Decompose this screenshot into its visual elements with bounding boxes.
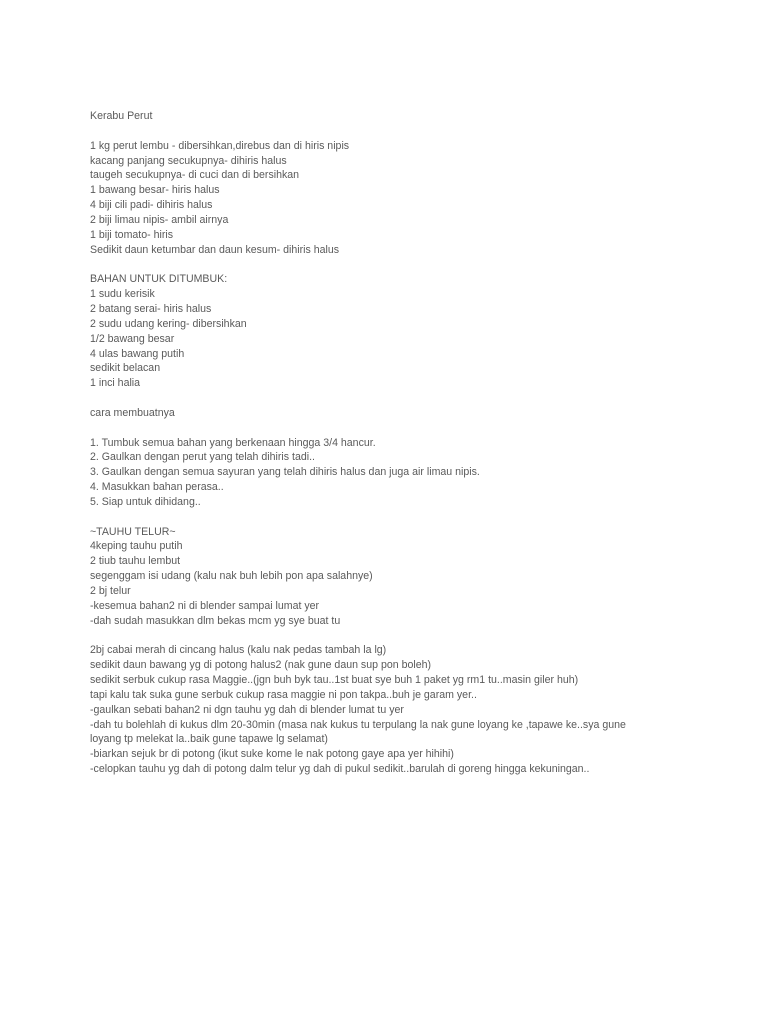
tauhu-line: -biarkan sejuk br di potong (ikut suke kome le nak potong gaye apa yer hihihi) xyxy=(90,748,454,761)
ingredient-line: 1 kg perut lembu - dibersihkan,direbus dan di hiris nipis xyxy=(90,139,350,152)
method-heading: cara membuatnya xyxy=(90,406,175,419)
ingredient-line: Sedikit daun ketumbar dan daun kesum- dihiris halus xyxy=(90,243,340,256)
tauhu-lines xyxy=(90,539,740,628)
ingredient-line: 2 biji limau nipis- ambil airnya xyxy=(90,213,229,226)
ingredient-line: 1 bawang besar- hiris halus xyxy=(90,184,220,197)
pound-heading: BAHAN UNTUK DITUMBUK: xyxy=(90,273,228,286)
ingredient-line: kacang panjang secukupnya- dihiris halus xyxy=(90,154,287,167)
method-step: 1. Tumbuk semua bahan yang berkenaan hingga 3/4 hancur. xyxy=(90,436,376,449)
method-step: 4. Masukkan bahan perasa.. xyxy=(90,481,224,494)
blank-line xyxy=(90,510,740,525)
tauhu-line: -dah tu bolehlah di kukus dlm 20-30min (masa nak kukus tu terpulang la nak gune loyang ke ,tapawe ke..sya gune xyxy=(90,718,626,731)
tauhu-line: -gaulkan sebati bahan2 ni dgn tauhu yg dah di blender lumat tu yer xyxy=(90,703,404,716)
ingredient-line: 1 biji tomato- hiris xyxy=(90,228,174,241)
method-steps xyxy=(90,436,740,510)
pound-item: 1 inci halia xyxy=(90,377,141,390)
tauhu-line: 2 tiub tauhu lembut xyxy=(90,555,181,568)
pound-item: 4 ulas bawang putih xyxy=(90,347,185,360)
tauhu-line: 2 bj telur xyxy=(90,585,131,597)
tauhu-line: -celopkan tauhu yg dah di potong dalm telur yg dah di pukul sedikit..barulah di goreng hingga kekuningan.. xyxy=(90,763,590,776)
pound-item: 2 batang serai- hiris halus xyxy=(90,302,212,315)
blank-line xyxy=(90,629,740,644)
tauhu-line: 4keping tauhu putih xyxy=(90,540,183,553)
pound-item: 2 sudu udang kering- dibersihkan xyxy=(90,317,247,330)
tauhu-line: sedikit serbuk cukup rasa Maggie..(jgn buh byk tau..1st buat sye buh 1 paket yg rm1 tu..masin giler huh) xyxy=(90,674,579,687)
ingredient-line: 4 biji cili padi- dihiris halus xyxy=(90,199,213,212)
recipe-title: Kerabu Perut xyxy=(90,110,153,122)
method-step: 5. Siap untuk dihidang.. xyxy=(90,495,201,508)
recipe-text xyxy=(90,109,740,777)
blank-line xyxy=(90,124,740,139)
tauhu-line: sedikit daun bawang yg di potong halus2 (nak gune daun sup pon boleh) xyxy=(90,659,432,672)
tauhu-line: 2bj cabai merah di cincang halus (kalu nak pedas tambah la lg) xyxy=(90,644,387,657)
pound-item: sedikit belacan xyxy=(90,362,161,375)
ingredient-list xyxy=(90,139,740,258)
blank-line xyxy=(90,391,740,406)
pound-item: 1 sudu kerisik xyxy=(90,288,155,301)
blank-line xyxy=(90,257,740,272)
tauhu-line: -kesemua bahan2 ni di blender sampai lumat yer xyxy=(90,599,320,612)
tauhu-lines-continued xyxy=(90,643,740,777)
tauhu-line: loyang tp melekat la..baik gune tapawe lg selamat) xyxy=(90,733,328,746)
ingredient-line: taugeh secukupnya- di cuci dan di bersihkan xyxy=(90,169,300,182)
method-step: 2. Gaulkan dengan perut yang telah dihiris tadi.. xyxy=(90,451,315,464)
tauhu-line: -dah sudah masukkan dlm bekas mcm yg sye buat tu xyxy=(90,614,341,627)
method-step: 3. Gaulkan dengan semua sayuran yang telah dihiris halus dan juga air limau nipis. xyxy=(90,466,480,479)
pound-list xyxy=(90,287,740,391)
pound-item: 1/2 bawang besar xyxy=(90,332,175,345)
tauhu-heading: ~TAUHU TELUR~ xyxy=(90,525,176,538)
tauhu-line: tapi kalu tak suka gune serbuk cukup rasa maggie ni pon takpa..buh je garam yer.. xyxy=(90,688,477,701)
tauhu-line: segenggam isi udang (kalu nak buh lebih pon apa salahnye) xyxy=(90,570,373,583)
blank-line xyxy=(90,421,740,436)
